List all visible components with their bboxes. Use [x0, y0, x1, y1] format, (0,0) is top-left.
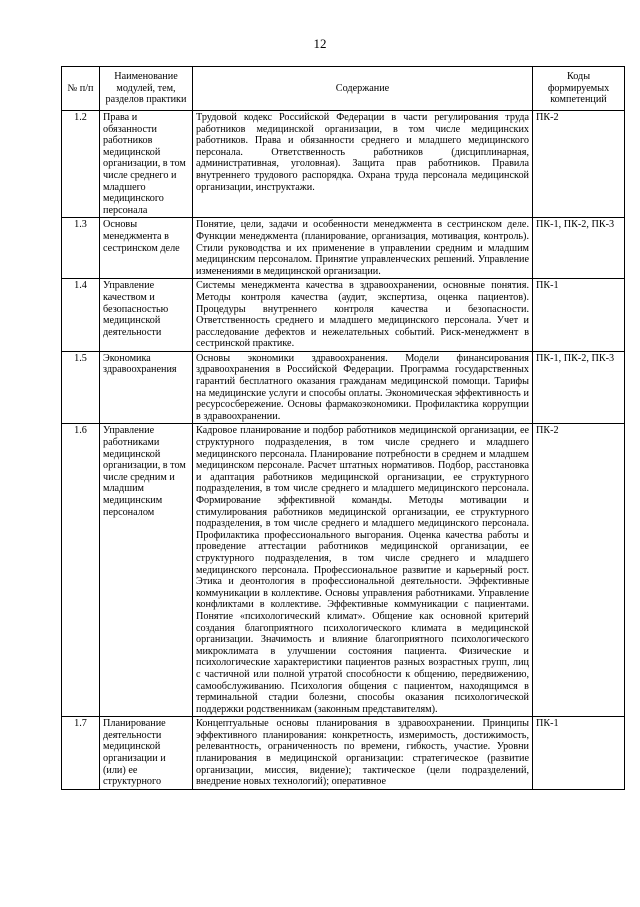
row-module: Основы менеджмента в сестринском деле — [100, 218, 193, 279]
row-codes: ПК-2 — [533, 111, 625, 218]
row-num: 1.3 — [62, 218, 100, 279]
table-row — [62, 351, 625, 424]
row-num: 1.4 — [62, 279, 100, 352]
row-content: Основы экономики здравоохранения. Модели финансирования здравоохранения в Российской Федерации. Программа государственных гарантий бесплатного оказания гражданам медицинской помощи. Тарифы на медицинские услуги и способы оплаты. Экономическая эффективность и ресурсосбережение. Основы фармакоэкономики. Профилактика коррупции в здравоохранении. — [193, 351, 533, 424]
header-module: Наименование модулей, тем, разделов практики — [100, 67, 193, 111]
row-codes: ПК-1 — [533, 279, 625, 352]
row-module: Управление работниками медицинской организации, в том числе средним и младшим медицинским персоналом — [100, 424, 193, 717]
page-number: 12 — [313, 36, 327, 51]
row-num: 1.2 — [62, 111, 100, 218]
row-codes: ПК-1, ПК-2, ПК-3 — [533, 351, 625, 424]
header-codes: Коды формируемых компетенций — [533, 67, 625, 111]
curriculum-table — [61, 66, 625, 790]
table-row — [62, 218, 625, 279]
row-module: Планирование деятельности медицинской организации и (или) ее структурного — [100, 717, 193, 790]
table-row — [62, 111, 625, 218]
row-content: Концептуальные основы планирования в здравоохранении. Принципы эффективного планирования: конкретность, измеримость, достижимость, релевантность, ограниченность по времени, гибкость, участие. Уровни планирования в медицинской организации: стратегическое (развитие организации, миссия, видение); тактическое (цели подразделений, внедрение новых технологий); оперативное — [193, 717, 533, 790]
row-content: Системы менеджмента качества в здравоохранении, основные понятия. Методы контроля качества (аудит, экспертиза, оценка пациентов). Процедуры внутреннего контроля качества и безопасности. Ответственность среднего и младшего медицинского персонала. Учет и расследование дефектов и нежелательных событий. Риск-менеджмент в сестринской практике. — [193, 279, 533, 352]
row-num: 1.6 — [62, 424, 100, 717]
row-num: 1.5 — [62, 351, 100, 424]
row-content: Трудовой кодекс Российской Федерации в части регулирования труда работников медицинской организации, в том числе медицинских работников. Права и обязанности среднего и младшего медицинского персонала. Ответственность работников (дисциплинарная, административная, уголовная). Защита прав работников. Правила внутреннего трудового распорядка. Охрана труда персонала медицинской организации, инструктажи. — [193, 111, 533, 218]
header-content: Содержание — [193, 67, 533, 111]
row-content: Кадровое планирование и подбор работников медицинской организации, ее структурного подразделения, в том числе среднего и младшего медицинского персонала. Планирование потребности в среднем и младшем медицинском персонале. Расчет штатных нормативов. Подбор, расстановка и адаптация работников медицинской организации, ее структурного подразделения, в том числе среднего и младшего медицинского персонала. Формирование эффективной команды. Методы мотивации и стимулирования работников медицинской организации, ее структурного подразделения, в том числе среднего и младшего медицинского персонала. Профилактика профессионального выгорания. Оценка качества работы и проведение аттестации работников медицинской организации, ее структурного подразделения, в том числе среднего и младшего медицинского персонала. Профессиональное развитие и карьерный рост. Этика и деонтология в профессиональной деятельности. Эффективные коммуникации в коллективе. Основы управления работниками. Управление конфликтами в коллективе. Эффективные коммуникации с пациентами. Понятие «психологический климат». Общение как основной критерий создания благоприятного психологического климата в медицинской организации. Значимость и влияние благоприятного психологического микроклимата в улучшении состояния пациента. Физические и психологические характеристики пациентов разных возрастных групп, лиц с частичной или полной утратой способности к общению, передвижению, самообслуживанию. Психология общения с пациентом, находящимся в терминальной стадии болезни, способы оказания психологической поддержки родственникам (законным представителям). — [193, 424, 533, 717]
table-header-row — [62, 67, 625, 111]
row-content: Понятие, цели, задачи и особенности менеджмента в сестринском деле. Функции менеджмента (планирование, организация, мотивация, контроль). Стили руководства и их применение в управлении средним и младшим медицинским персоналом. Принятие управленческих решений. Управление изменениями в медицинской организации. — [193, 218, 533, 279]
row-num: 1.7 — [62, 717, 100, 790]
row-codes: ПК-2 — [533, 424, 625, 717]
row-codes: ПК-1, ПК-2, ПК-3 — [533, 218, 625, 279]
row-module: Управление качеством и безопасностью медицинской деятельности — [100, 279, 193, 352]
row-codes: ПК-1 — [533, 717, 625, 790]
header-num: № п/п — [62, 67, 100, 111]
table-row — [62, 279, 625, 352]
row-module: Экономика здравоохранения — [100, 351, 193, 424]
table-row — [62, 424, 625, 717]
row-module: Права и обязанности работников медицинской организации, в том числе среднего и младшего медицинского персонала — [100, 111, 193, 218]
table-row — [62, 717, 625, 790]
